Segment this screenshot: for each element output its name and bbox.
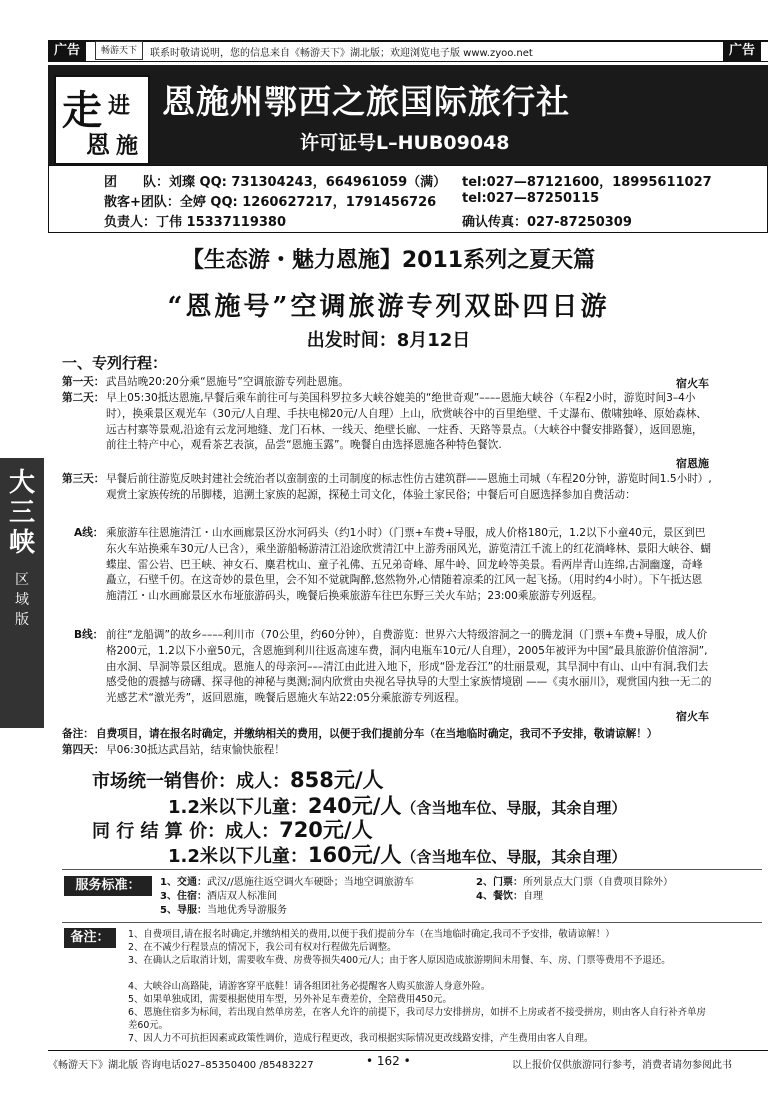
ad-tag-left: 广告 <box>48 40 86 62</box>
footer-left: 《畅游天下》湖北版 咨询电话027–85350400 /85483227 <box>48 1060 314 1071</box>
price-market-child: 1.2米以下儿童：240元/人（含当地车位、导服，其余自理） <box>168 794 627 818</box>
note-1: 1、自费项目,请在报名时确定,并缴纳相关的费用,以便于我们提前分车（在当地临时确定,我司不予安排，敬请谅解！） <box>128 929 615 940</box>
contact-manager: 负责人：丁伟 15337119380 <box>104 215 287 230</box>
license-number: 许可证号L–HUB09048 <box>300 132 510 154</box>
page-number: • 162 • <box>366 1054 411 1068</box>
contact-fax: 确认传真：027-87250309 <box>462 215 632 230</box>
divider <box>62 869 762 870</box>
price-market-adult: 市场统一销售价：成人：858元/人 <box>92 768 384 792</box>
note-6: 6、恩施住宿多为标间，若出现自然单房差，在客人允许的前提下，我司尽力安排拼房，如拼不上房或者不接受拼房，则由客人自行补齐单房差60元。 <box>128 1007 706 1032</box>
itinerary-day2: 第二天： 早上05:30抵达恩施,早餐后乘车前往可与美国科罗拉多大峡谷媲美的“绝世奇观”––––恩施大峡谷（车程2小时，游览时间3–4小时），换乘景区观光车（30元/人自理、手扶电梯20元/人自理）上山，欣赏峡谷中的百里绝壁、千丈瀑布、傲啸独峰、原始森林、远古村寨等景观,沿途有云龙河地缝、龙门石林、一线天、绝壁长廊、一炷香、天路等景点。（大峡谷中餐安排路餐），返回恩施，前往土特产中心，观看茶艺表演，品尝“恩施玉露”。晚餐自由选择恩施各种特色餐饮. <box>62 392 707 452</box>
contact-team-tel: tel:027—87121600，18995611027 <box>462 175 712 190</box>
magazine-logo: 畅游天下 <box>95 41 143 60</box>
sub-title: “恩施号”空调旅游专列双卧四日游 <box>167 292 610 322</box>
note-5: 5、如果单独成团，需要根据使用车型，另外补足车费差价，全陪费用450元。 <box>128 994 452 1005</box>
ad-tag-right: 广告 <box>723 40 761 62</box>
itinerary-day1: 第一天： 武昌站晚20:20分乘“恩施号”空调旅游专列赴恩施。 <box>62 376 349 388</box>
notes-label: 备注： <box>64 928 116 948</box>
service-traffic: 1、交通：武汉//恩施往返空调火车硬卧；当地空调旅游车 <box>160 877 414 888</box>
service-hotel: 3、住宿：酒店双人标准间 <box>160 891 277 902</box>
price-trade-adult: 同 行 结 算 价：成人：720元/人 <box>92 818 373 842</box>
day1-lodging: 宿火车 <box>676 377 709 390</box>
day2-lodging: 宿恩施 <box>676 457 709 470</box>
note-7: 7、因人力不可抗拒因素或政策性调价，造成行程更改，我司根据实际情况更改线路安排，产生费用由客人自理。 <box>128 1033 594 1044</box>
route-a: A线： 乘旅游车往恩施清江・山水画廊景区汾水河码头（约1小时）（门票+车费+导服，成人价格180元，1.2以下小童40元，景区到巴东火车站换乘车30元/人已含），乘坐游船畅游清江沿途欣赏清江中上游秀丽风光，游览清江千流上的红花淌峰林、景阳大峡谷、蝴蝶崖、雷公岩、巴王峡、神女石、麋君枕山、童子礼佛、五兄弟奇峰、犀牛岭、回龙岭等美景。看两岸青山连绵,古洞幽邃，奇峰矗立，石壁千仞。在这奇妙的景色里，会不知不觉就陶醉,悠然物外,心情随着凉柔的江风一起飞扬。（用时约4小时）。下午抵达恩施清江・山水画廊景区水布垭旅游码头，晚餐后换乘旅游车往巴东野三关火车站；23:00乘旅游专列返程。 <box>74 527 711 603</box>
company-logo: 走 进 恩 施 <box>54 75 150 165</box>
itinerary-note: 备注： 自费项目，请在报名时确定，并缴纳相关的费用，以便于我们提前分车（在当地临时确定，我司不予安排，敬请谅解！） <box>62 728 658 740</box>
side-region-tab: 大 三 峡 区 域 版 <box>0 458 44 728</box>
price-trade-child: 1.2米以下儿童：160元/人（含当地车位、导服，其余自理） <box>168 843 627 867</box>
contact-individual-tel: tel:027—87250115 <box>462 191 600 206</box>
note-4: 4、大峡谷山高路陡，请游客穿平底鞋！请各组团社务必提醒客人购买旅游人身意外险。 <box>128 981 491 992</box>
company-name: 恩施州鄂西之旅国际旅行社 <box>162 82 570 121</box>
itinerary-day4: 第四天： 早06:30抵达武昌站，结束愉快旅程！ <box>62 744 285 756</box>
main-title: 【生态游・魅力恩施】2011系列之夏天篇 <box>181 248 596 273</box>
top-notice: 联系时敬请说明，您的信息来自《畅游天下》湖北版；欢迎浏览电子版 www.zyoo.net <box>150 48 533 59</box>
service-guide: 5、导服：当地优秀导游服务 <box>160 905 287 916</box>
route-b-lodging: 宿火车 <box>676 710 709 723</box>
route-b: B线： 前往“龙船调”的故乡––––利川市（70公里，约60分钟），自费游览：世界六大特级溶洞之一的腾龙洞（门票+车费+导服，成人价格200元，1.2以下小童50元，含恩施到利川往返高速车费，洞内电瓶车10元/人自理），2005年被评为中国“最具旅游价值溶洞”,由水洞、旱洞等景区组成。恩施人的母亲河–––清江由此进入地下，形成“卧龙吞江”的壮丽景观，其旱洞中有山、山中有洞,我们去感受他的震撼与磅礴、探寻他的神秘与奥测;洞内欣赏由央视名导执导的大型土家族情境剧 ——《夷水丽川》，观赏国内独一无二的光感艺术“激光秀”，返回恩施，晚餐后恩施火车站22:05分乘旅游专列返程。 <box>74 629 712 705</box>
footer-right: 以上报价仅供旅游同行参考，消费者请勿参阅此书 <box>512 1060 732 1071</box>
note-2: 2、在不减少行程景点的情况下，我公司有权对行程做先后调整。 <box>128 942 397 953</box>
contact-team: 团 队：刘璨 QQ: 731304243，664961059（满） <box>104 175 447 190</box>
note-3: 3、在确认之后取消计划，需要收车费、房费等损失400元/人；由于客人原因造成旅游期间未用餐、车、房、门票等费用不予退还。 <box>128 955 671 966</box>
service-meals: 4、餐饮：自理 <box>476 891 543 902</box>
service-label: 服务标准： <box>64 876 152 896</box>
divider <box>62 922 762 923</box>
itinerary-day3: 第三天： 早餐后前往游览反映封建社会统治者以蛮制蛮的土司制度的标志性仿古建筑群——恩施土司城（车程20分钟，游览时间1.5小时）,观赏土家族传统的吊脚楼，追溯土家族的起源，探秘土司文化，体验土家民俗；中餐后可自愿选择参加自费活动： <box>62 473 712 501</box>
service-tickets: 2、门票：所列景点大门票（自费项目除外） <box>476 877 673 888</box>
contact-individual: 散客+团队：全婷 QQ: 1260627217，1791456726 <box>104 195 437 210</box>
departure-date: 出发时间：8月12日 <box>306 330 471 351</box>
section-heading: 一、专列行程： <box>62 354 168 372</box>
